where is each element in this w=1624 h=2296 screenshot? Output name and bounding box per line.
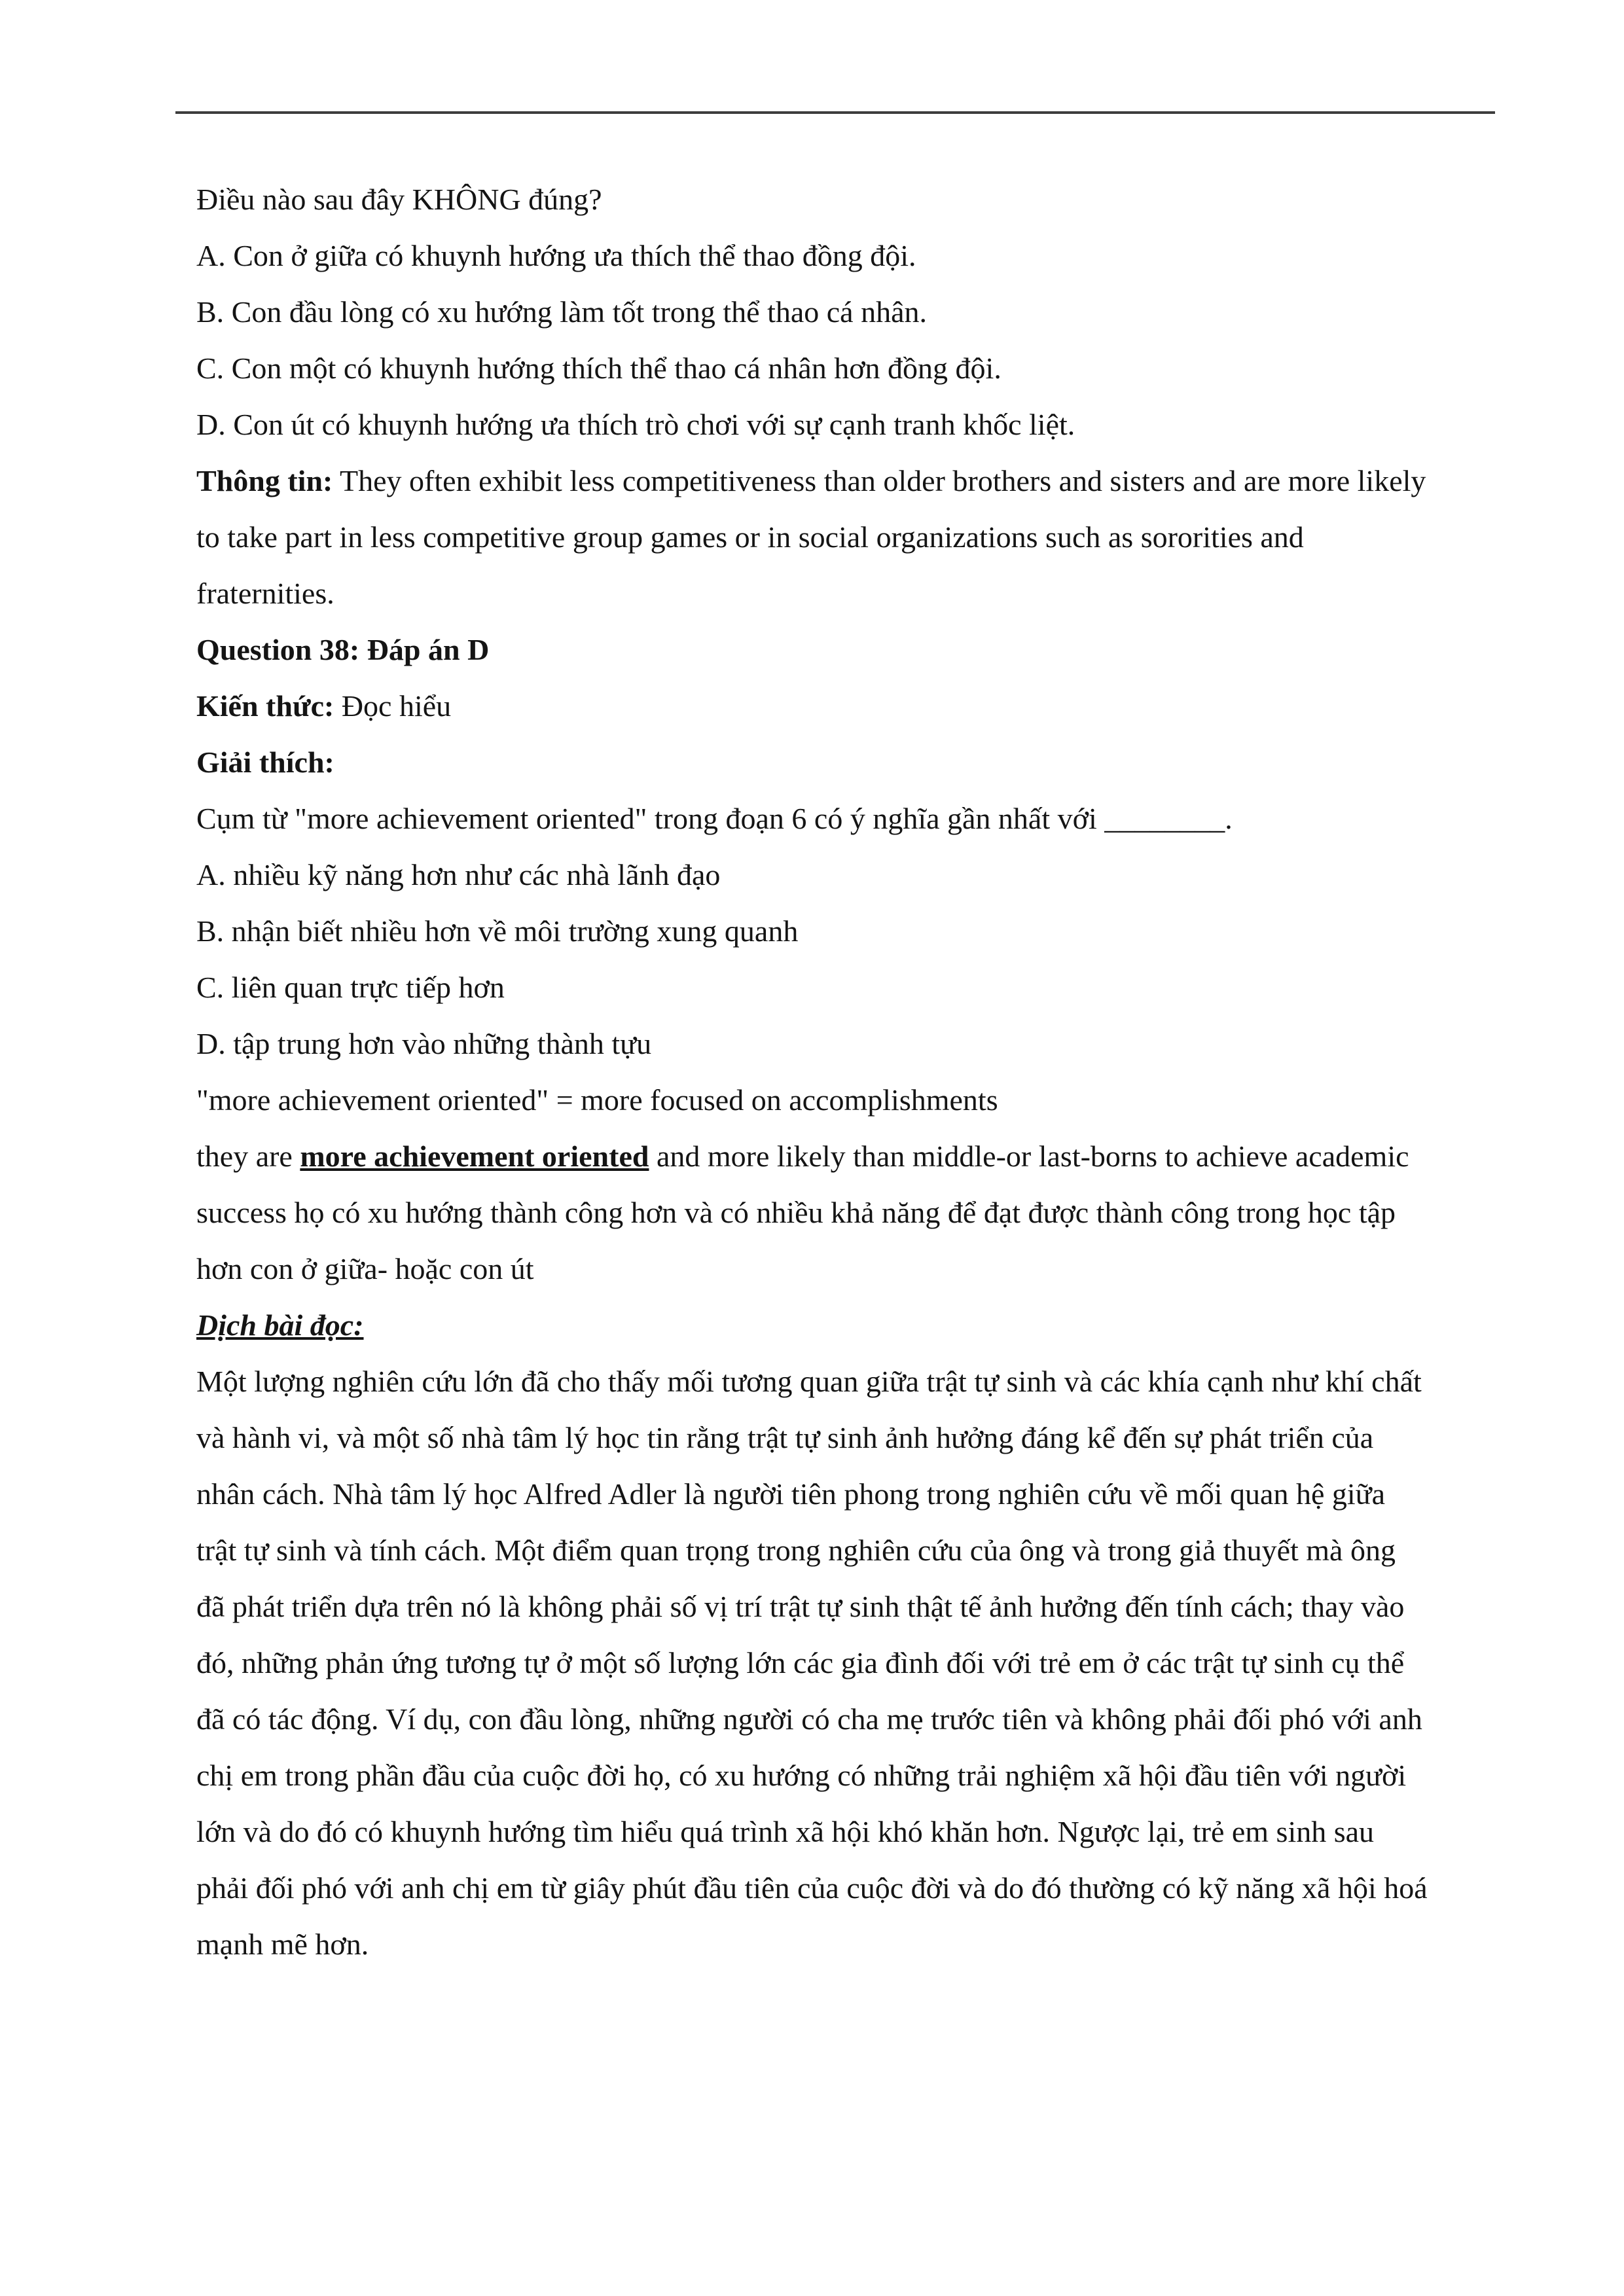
info-text: They often exhibit less competitiveness than older brothers and sisters and are more likely to take part in less competitive group games or in social organizations such as sororities and fraternities. [196, 464, 1426, 610]
question-38-header: Question 38: Đáp án D [196, 633, 490, 666]
equivalence-line: "more achievement oriented" = more focused on accomplishments [196, 1083, 998, 1117]
question-38-option-b: B. nhận biết nhiều hơn về môi trường xung quanh [196, 914, 799, 948]
question-38-option-d: D. tập trung hơn vào những thành tựu [196, 1027, 652, 1060]
knowledge-text: Đọc hiểu [341, 689, 452, 723]
knowledge-label: Kiến thức: [196, 689, 334, 723]
quote-highlight: more achievement oriented [300, 1139, 649, 1173]
question-37-option-b: B. Con đầu lòng có xu hướng làm tốt trong thể thao cá nhân. [196, 295, 928, 329]
question-37-option-d: D. Con út có khuynh hướng ưa thích trò chơi với sự cạnh tranh khốc liệt. [196, 408, 1075, 441]
question-37-info-paragraph [196, 453, 1431, 622]
knowledge-line [196, 678, 1431, 734]
info-label: Thông tin: [196, 464, 333, 497]
question-37-stem: Điều nào sau đây KHÔNG đúng? [196, 183, 602, 216]
quote-post: and more likely than middle-or last-borns to achieve academic success họ có xu hướng thành công hơn và có nhiều khả năng để đạt được thành công trong học tập hơn con ở giữa- hoặc con út [196, 1139, 1409, 1285]
translation-heading-line [196, 1297, 1431, 1354]
question-37-option-a: A. Con ở giữa có khuynh hướng ưa thích thể thao đồng đội. [196, 239, 916, 272]
question-38-stem: Cụm từ "more achievement oriented" trong đoạn 6 có ý nghĩa gần nhất với ________. [196, 802, 1233, 835]
translation-body: Một lượng nghiên cứu lớn đã cho thấy mối tương quan giữa trật tự sinh và các khía cạnh như khí chất và hành vi, và một số nhà tâm lý học tin rằng trật tự sinh ảnh hưởng đáng kể đến sự phát triển của nhân cách. Nhà tâm lý học Alfred Adler là người tiên phong trong nghiên cứu về mối quan hệ giữa trật tự sinh và tính cách. Một điểm quan trọng trong nghiên cứu của ông và trong giả thuyết mà ông đã phát triển dựa trên nó là không phải số vị trí trật tự sinh thật tế ảnh hưởng đến tính cách; thay vào đó, những phản ứng tương tự ở một số lượng lớn các gia đình đối với trẻ em ở các trật tự sinh cụ thể đã có tác động. Ví dụ, con đầu lòng, những người có cha mẹ trước tiên và không phải đối phó với anh chị em trong phần đầu của cuộc đời họ, có xu hướng có những trải nghiệm xã hội đầu tiên với người lớn và do đó có khuynh hướng tìm hiểu quá trình xã hội khó khăn hơn. Ngược lại, trẻ em sinh sau phải đối phó với anh chị em từ giây phút đầu tiên của cuộc đời và do đó thường có kỹ năng xã hội hoá mạnh mẽ hơn. [196, 1365, 1428, 1961]
question-38-option-a: A. nhiều kỹ năng hơn như các nhà lãnh đạo [196, 858, 721, 891]
quote-pre: they are [196, 1139, 293, 1173]
header-rule [175, 111, 1495, 114]
document-page [196, 171, 1431, 1973]
translation-heading: Dịch bài đọc: [196, 1308, 364, 1342]
question-38-option-c: C. liên quan trực tiếp hơn [196, 971, 505, 1004]
question-37-option-c: C. Con một có khuynh hướng thích thể thao cá nhân hơn đồng đội. [196, 351, 1001, 385]
quote-paragraph [196, 1128, 1431, 1297]
explanation-label: Giải thích: [196, 745, 334, 779]
